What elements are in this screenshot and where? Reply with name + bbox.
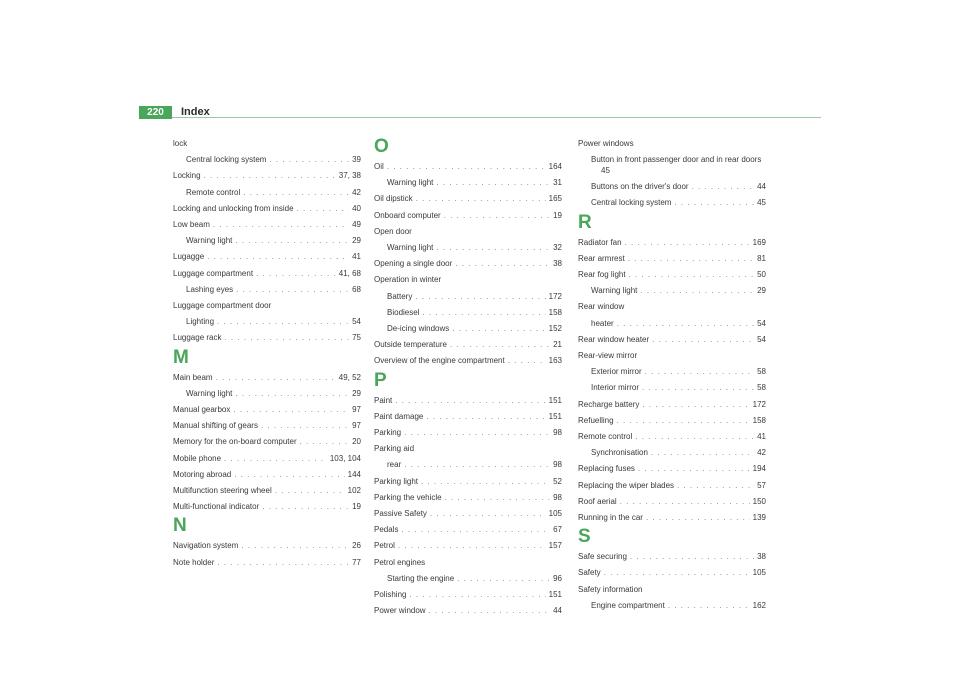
entry-text: Starting the engine: [387, 573, 455, 583]
entry-text: Manual gearbox: [173, 405, 231, 415]
index-entry: [578, 429, 766, 445]
index-entry: [173, 451, 361, 467]
entry-page[interactable]: 29: [352, 388, 361, 398]
entry-page[interactable]: 58: [757, 383, 766, 393]
dot-leader: [269, 152, 349, 168]
entry-text: Low beam: [173, 220, 210, 230]
entry-text: Remote control: [578, 432, 633, 442]
entry-text: Navigation system: [173, 541, 239, 551]
entry-text: Interior mirror: [591, 383, 640, 393]
entry-text: Oil dipstick: [374, 194, 413, 204]
entry-page[interactable]: 103, 104: [329, 453, 361, 463]
dot-leader: [262, 499, 349, 515]
entry-page[interactable]: 29: [352, 236, 361, 246]
section-letter: M: [173, 346, 189, 368]
index-subentry: [578, 283, 766, 299]
entry-text: Parking: [374, 428, 402, 438]
index-entry: [374, 587, 562, 603]
entry-text: Overview of the engine compartment: [374, 356, 505, 366]
entry-text: Buttons on the driver's door: [591, 182, 689, 192]
entry-text: Rear fog light: [578, 270, 626, 280]
entry-page[interactable]: 98: [553, 428, 562, 438]
entry-text: Engine compartment: [591, 600, 665, 610]
entry-text: Running in the car: [578, 513, 643, 523]
index-entry: [578, 267, 766, 283]
dot-leader: [207, 249, 349, 265]
index-entry: [578, 510, 766, 526]
index-entry: [374, 272, 562, 288]
entry-page[interactable]: 98: [553, 460, 562, 470]
dot-leader: [422, 305, 545, 321]
entry-page[interactable]: 45: [757, 198, 766, 208]
dot-leader: [452, 321, 545, 337]
entry-page[interactable]: 49: [352, 220, 361, 230]
dot-leader: [217, 555, 349, 571]
index-entry: [374, 208, 562, 224]
entry-text: Rear window: [578, 302, 625, 312]
entry-page[interactable]: 67: [553, 525, 562, 535]
entry-page[interactable]: 152: [548, 324, 562, 334]
dot-leader: [640, 283, 754, 299]
entry-text: Replacing fuses: [578, 464, 635, 474]
entry-text: Safety information: [578, 584, 643, 594]
dot-leader: [457, 571, 550, 587]
entry-text: Warning light: [591, 286, 638, 296]
entry-text: Remote control: [186, 187, 241, 197]
dot-leader: [668, 598, 750, 614]
dot-leader: [224, 330, 349, 346]
entry-text: Lashing eyes: [186, 284, 234, 294]
index-subentry: [173, 314, 361, 330]
dot-leader: [445, 490, 551, 506]
entry-page[interactable]: 37, 38: [338, 171, 361, 181]
entry-text: Button in front passenger door and in rear doors: [591, 155, 762, 165]
dot-leader: [617, 413, 750, 429]
dot-leader: [235, 386, 349, 402]
index-subentry: [374, 240, 562, 256]
entry-text: Multifunction steering wheel: [173, 486, 272, 496]
entry-page[interactable]: 38: [553, 259, 562, 269]
dot-leader: [235, 233, 349, 249]
entry-text: Mobile phone: [173, 453, 222, 463]
dot-leader: [213, 217, 349, 233]
index-subentry: [173, 185, 361, 201]
dot-leader: [674, 195, 754, 211]
entry-text: Paint: [374, 395, 393, 405]
index-entry: [578, 299, 766, 315]
dot-leader: [604, 565, 750, 581]
entry-text: Opening a single door: [374, 259, 453, 269]
dot-leader: [398, 538, 546, 554]
dot-leader: [224, 451, 327, 467]
index-entry: [173, 538, 361, 554]
entry-page[interactable]: 20: [352, 437, 361, 447]
entry-page[interactable]: 151: [548, 395, 562, 405]
entry-page[interactable]: 68: [352, 284, 361, 294]
index-entry: [173, 434, 361, 450]
index-entry: [374, 337, 562, 353]
index-entry: [374, 603, 562, 619]
index-entry: [173, 370, 361, 386]
entry-text: Luggage compartment door: [173, 301, 272, 311]
dot-leader: [652, 332, 754, 348]
dot-leader: [628, 251, 754, 267]
dot-leader: [450, 337, 550, 353]
entry-text: Rear armrest: [578, 253, 625, 263]
index-entry: [173, 330, 361, 346]
dot-leader: [415, 289, 545, 305]
entry-page[interactable]: 151: [548, 411, 562, 421]
entry-text: Memory for the on-board computer: [173, 437, 297, 447]
entry-text: Polishing: [374, 590, 407, 600]
entry-page[interactable]: 39: [352, 155, 361, 165]
dot-leader: [234, 467, 344, 483]
entry-text: Lugagge: [173, 252, 205, 262]
index-subentry: [173, 282, 361, 298]
entry-text: Power window: [374, 606, 426, 616]
entry-text: Parking aid: [374, 444, 415, 454]
index-entry: [374, 256, 562, 272]
dot-leader: [692, 179, 755, 195]
dot-leader: [297, 201, 350, 217]
dot-leader: [401, 522, 550, 538]
dot-leader: [429, 603, 551, 619]
index-entry: [374, 441, 562, 457]
index-subentry: [578, 179, 766, 195]
header-rule: [139, 117, 821, 118]
entry-page[interactable]: 157: [548, 541, 562, 551]
dot-leader: [444, 208, 550, 224]
entry-text: Locking: [173, 171, 201, 181]
index-entry: [173, 298, 361, 314]
dot-leader: [642, 380, 754, 396]
entry-text: Warning light: [186, 236, 233, 246]
entry-page[interactable]: 44: [553, 606, 562, 616]
entry-page[interactable]: 40: [352, 203, 361, 213]
index-entry: [578, 397, 766, 413]
entry-page[interactable]: 54: [757, 334, 766, 344]
index-entry: [578, 332, 766, 348]
dot-leader: [216, 370, 336, 386]
index-subentry: [374, 321, 562, 337]
entry-page[interactable]: 54: [757, 318, 766, 328]
index-entry: [374, 159, 562, 175]
index-entry: [173, 418, 361, 434]
entry-page[interactable]: 57: [757, 480, 766, 490]
entry-text: Central locking system: [591, 198, 672, 208]
page-number: 220: [139, 106, 172, 119]
entry-text: De-icing windows: [387, 324, 450, 334]
index-subentry: [374, 457, 562, 473]
dot-leader: [635, 429, 754, 445]
index-entry: [578, 478, 766, 494]
entry-page[interactable]: 50: [757, 270, 766, 280]
entry-page[interactable]: 81: [757, 253, 766, 263]
entry-page[interactable]: 41, 68: [338, 268, 361, 278]
entry-page[interactable]: 19: [352, 502, 361, 512]
index-subentry: [578, 364, 766, 380]
entry-text: Luggage rack: [173, 333, 222, 343]
index-entry: [578, 235, 766, 251]
entry-page[interactable]: 19: [553, 210, 562, 220]
entry-page[interactable]: 165: [548, 194, 562, 204]
index-entry: [374, 506, 562, 522]
entry-page[interactable]: 41: [757, 432, 766, 442]
dot-leader: [620, 494, 750, 510]
entry-page[interactable]: 42: [352, 187, 361, 197]
index-entry: [578, 251, 766, 267]
index-subentry: [578, 445, 766, 461]
index-entry: [578, 565, 766, 581]
entry-text: Warning light: [387, 243, 434, 253]
dot-leader: [300, 434, 349, 450]
dot-leader: [404, 425, 550, 441]
entry-text: Lighting: [186, 317, 215, 327]
entry-page[interactable]: 45: [601, 166, 610, 176]
entry-page[interactable]: 162: [752, 600, 766, 610]
entry-text: Pedals: [374, 525, 399, 535]
dot-leader: [256, 266, 336, 282]
index-subentry: [578, 195, 766, 211]
entry-text: Multi-functional indicator: [173, 502, 260, 512]
entry-page[interactable]: 172: [548, 291, 562, 301]
index-subentry: [374, 571, 562, 587]
entry-text: Locking and unlocking from inside: [173, 203, 294, 213]
entry-page[interactable]: 75: [352, 333, 361, 343]
dot-leader: [638, 461, 750, 477]
dot-leader: [455, 256, 550, 272]
index-entry: [374, 522, 562, 538]
dot-leader: [617, 316, 754, 332]
entry-text: Luggage compartment: [173, 268, 254, 278]
entry-page[interactable]: 105: [548, 509, 562, 519]
dot-leader: [421, 474, 550, 490]
dot-leader: [651, 445, 754, 461]
dot-leader: [233, 402, 349, 418]
entry-text: Oil: [374, 162, 384, 171]
dot-leader: [436, 240, 550, 256]
entry-page[interactable]: 158: [752, 415, 766, 425]
entry-text: Central locking system: [186, 155, 267, 165]
dot-leader: [204, 168, 336, 184]
entry-text: Main beam: [173, 372, 213, 382]
entry-page[interactable]: 41: [352, 252, 361, 262]
index-entry: [374, 555, 562, 571]
dot-leader: [426, 409, 545, 425]
entry-text: Note holder: [173, 557, 215, 567]
section-letter: O: [374, 136, 389, 157]
index-entry: [173, 266, 361, 282]
dot-leader: [275, 483, 345, 499]
index-subentry: [578, 598, 766, 614]
entry-text: Rear window heater: [578, 334, 650, 344]
entry-text: Battery: [387, 291, 413, 301]
dot-leader: [630, 549, 754, 565]
entry-page[interactable]: 150: [752, 496, 766, 506]
dot-leader: [645, 364, 754, 380]
entry-text: Manual shifting of gears: [173, 421, 258, 431]
dot-leader: [395, 393, 545, 409]
index-subentry: [578, 152, 766, 179]
dot-leader: [236, 282, 349, 298]
entry-text: heater: [591, 318, 614, 328]
section-letter: P: [374, 369, 387, 391]
index-entry: [173, 249, 361, 265]
entry-page[interactable]: 139: [752, 513, 766, 523]
entry-text: Open door: [374, 226, 412, 236]
index-entry: [578, 136, 766, 152]
entry-page[interactable]: 77: [352, 557, 361, 567]
entry-text: Warning light: [387, 178, 434, 188]
entry-text: Recharge battery: [578, 399, 640, 409]
entry-text: Parking the vehicle: [374, 492, 442, 502]
entry-text: lock: [173, 139, 188, 148]
index-entry: [173, 467, 361, 483]
entry-text: Safety: [578, 568, 601, 578]
entry-text: Safe securing: [578, 552, 627, 562]
index-entry: [374, 393, 562, 409]
entry-page[interactable]: 172: [752, 399, 766, 409]
index-column-1: [173, 136, 361, 571]
index-subentry: [173, 386, 361, 402]
dot-leader: [677, 478, 754, 494]
entry-text: Radiator fan: [578, 237, 622, 247]
index-subentry: [374, 305, 562, 321]
index-entry: [173, 136, 361, 152]
index-entry: [374, 409, 562, 425]
entry-page[interactable]: 102: [347, 486, 361, 496]
dot-leader: [646, 510, 750, 526]
entry-page[interactable]: 169: [752, 237, 766, 247]
entry-text: Roof aerial: [578, 496, 617, 506]
entry-page[interactable]: 32: [553, 243, 562, 253]
entry-text: Petrol: [374, 541, 395, 551]
index-subentry: [578, 316, 766, 332]
index-subentry: [173, 233, 361, 249]
dot-leader: [217, 314, 349, 330]
dot-leader: [261, 418, 349, 434]
index-entry: [374, 490, 562, 506]
dot-leader: [241, 538, 349, 554]
index-entry: [173, 402, 361, 418]
index-entry: [173, 555, 361, 571]
entry-page[interactable]: 58: [757, 367, 766, 377]
dot-leader: [387, 159, 546, 175]
entry-text: Passive Safety: [374, 509, 427, 519]
entry-page[interactable]: 194: [752, 464, 766, 474]
entry-text: Warning light: [186, 388, 233, 398]
dot-leader: [629, 267, 755, 283]
entry-page[interactable]: 29: [757, 286, 766, 296]
entry-text: Refuelling: [578, 415, 614, 425]
dot-leader: [404, 457, 550, 473]
index-entry: [173, 483, 361, 499]
section-letter: N: [173, 515, 187, 537]
entry-page[interactable]: 97: [352, 421, 361, 431]
entry-text: Motoring abroad: [173, 469, 232, 479]
entry-text: Biodiesel: [387, 307, 420, 317]
index-column-3: [578, 136, 766, 614]
entry-page[interactable]: 163: [548, 356, 562, 366]
entry-text: Synchronisation: [591, 448, 648, 458]
entry-page[interactable]: 98: [553, 492, 562, 502]
entry-text: Rear-view mirror: [578, 351, 638, 361]
entry-text: Paint damage: [374, 411, 424, 421]
index-entry: [173, 217, 361, 233]
entry-page[interactable]: 21: [553, 340, 562, 350]
dot-leader: [436, 175, 550, 191]
entry-page[interactable]: 44: [757, 182, 766, 192]
entry-page[interactable]: 96: [553, 573, 562, 583]
dot-leader: [508, 353, 546, 369]
entry-text: Operation in winter: [374, 275, 442, 285]
index-subentry: [374, 289, 562, 305]
index-entry: [578, 494, 766, 510]
entry-page[interactable]: 144: [347, 469, 361, 479]
entry-page[interactable]: 97: [352, 405, 361, 415]
section-letter: R: [578, 211, 592, 233]
entry-text: Outside temperature: [374, 340, 447, 350]
entry-text: Onboard computer: [374, 210, 441, 220]
index-entry: [173, 201, 361, 217]
dot-leader: [416, 191, 546, 207]
entry-page[interactable]: 158: [548, 307, 562, 317]
dot-leader: [430, 506, 546, 522]
entry-text: Petrol engines: [374, 557, 426, 567]
dot-leader: [409, 587, 545, 603]
index-entry: [374, 353, 562, 369]
index-column-2: [374, 136, 562, 619]
entry-text: Power windows: [578, 139, 634, 148]
index-entry: [173, 499, 361, 515]
section-letter: S: [578, 526, 591, 548]
index-entry: [173, 168, 361, 184]
entry-page[interactable]: 31: [553, 178, 562, 188]
index-subentry: [173, 152, 361, 168]
entry-page[interactable]: 151: [548, 590, 562, 600]
entry-page[interactable]: 38: [757, 552, 766, 562]
entry-page[interactable]: 164: [548, 162, 562, 171]
index-entry: [578, 582, 766, 598]
index-entry: [578, 348, 766, 364]
entry-page[interactable]: 105: [752, 568, 766, 578]
entry-text: Exterior mirror: [591, 367, 642, 377]
index-entry: [374, 224, 562, 240]
dot-leader: [625, 235, 750, 251]
index-subentry: [374, 175, 562, 191]
index-entry: [578, 549, 766, 565]
entry-page[interactable]: 52: [553, 476, 562, 486]
entry-page[interactable]: 49, 52: [338, 372, 361, 382]
index-entry: [374, 474, 562, 490]
index-entry: [374, 191, 562, 207]
entry-page[interactable]: 42: [757, 448, 766, 458]
entry-text: rear: [387, 460, 402, 470]
entry-text: Replacing the wiper blades: [578, 480, 675, 490]
entry-text: Parking light: [374, 476, 419, 486]
index-entry: [578, 461, 766, 477]
dot-leader: [642, 397, 749, 413]
index-entry: [578, 413, 766, 429]
entry-page[interactable]: 54: [352, 317, 361, 327]
entry-page[interactable]: 26: [352, 541, 361, 551]
page-title: Index: [181, 106, 210, 118]
dot-leader: [243, 185, 349, 201]
index-subentry: [578, 380, 766, 396]
index-entry: [374, 425, 562, 441]
index-entry: [374, 538, 562, 554]
